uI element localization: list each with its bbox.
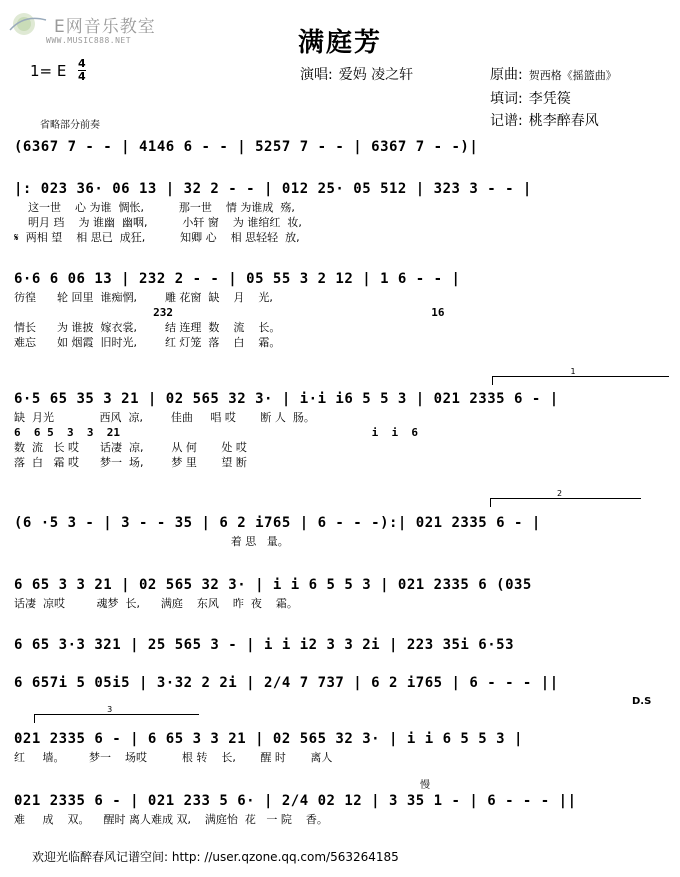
lyric-line: 明月 珰 为 谁幽 幽咽, 小轩 窗 为 谁绾红 妆, [14,216,302,229]
footer-text: 欢迎光临醉春风记谱空间: http: //user.qzone.qq.com/563264185 [32,850,399,864]
lyric-line: 红 墙。 梦一 场哎 根 转 长, 醒 时 离人 [14,751,333,764]
lyric-line: 难 成 双。 醒时 离人难成 双, 满庭怡 花 一 院 香。 [14,813,328,826]
volta-2: 2 [490,498,641,507]
notation-line: 6·5 65 35 3 21 | 02 565 32 3· | i·i i6 5 5 3 | 021 2335 6 - | [14,391,559,407]
lyric-line: 着 思 量。 [14,535,289,548]
score-system [14,268,666,350]
slow-mark: 慢 [420,780,430,791]
song-title: 满庭芳 [297,28,382,58]
lyric-line: 落 白 霜 哎 梦一 场, 梦 里 望 断 [14,456,247,469]
score-system [14,790,666,827]
volta-1: 1 [492,376,669,385]
notation-line: 021 2335 6 - | 6 65 3 3 21 | 02 565 32 3· | i i 6 5 5 3 | [14,731,523,747]
score-system [14,728,666,765]
notation-line: 6 657i 5 05i5 | 3·32 2 2i | 2/4 7 737 | 6 2 i765 | 6 - - - || [14,675,559,691]
score-system [14,136,666,158]
volta-3: 3 [34,714,199,723]
lyric-line: 𝄋 两相 望 相 思已 成狂, 知卿 心 相 思轻轻 放, [14,231,300,244]
lyric-line: 缺 月光 西风 凉, 佳曲 唱 哎 断 人 肠。 [14,411,315,424]
lyric-line: 数 流 长 哎 话凄 凉, 从 何 处 哎 [14,441,247,454]
transcriber-credit: 记谱: 桃李醉春风 [490,113,599,129]
notation-line: |: 023 36· 06 13 | 32 2 - - | 012 25· 05 512 | 323 3 - - | [14,181,532,197]
singer-credit: 演唱: 爱妈 凌之轩 [300,67,414,83]
ds-mark: D.S [632,696,652,707]
score-system [14,574,666,611]
watermark-url: WWW.MUSIC888.NET [46,36,132,45]
score-system [14,178,666,245]
score-system [14,672,666,694]
notation-line: 6·6 6 06 13 | 232 2 - - | 05 55 3 2 12 | 1 6 - - | [14,271,461,287]
original-credit: 原曲: 贺西格《摇篮曲》 [490,67,617,83]
lyric-line: 彷徨 轮 回里 谁痴惘, 雕 花窗 缺 月 光, [14,291,273,304]
score-system [14,634,666,656]
key-signature: 1= E [30,62,67,80]
lyric-line: 话凄 凉哎 魂梦 长, 满庭 东风 昨 夜 霜。 [14,597,298,610]
alt-notation-line: 6 6 5 3 3 21 i i 6 [14,426,418,439]
alt-notation-line: 232 16 [14,306,445,319]
notation-line: 6 65 3 3 21 | 02 565 32 3· | i i 6 5 5 3 | 021 2335 6 (035 [14,577,532,593]
watermark-brand: E网音乐教室 [54,16,156,37]
time-signature: 4 4 [78,57,86,83]
lyric-line: 这一世 心 为谁 惆怅, 那一世 情 为谁成 殇, [14,201,295,214]
lyricist-credit: 填词: 李凭篌 [490,91,571,107]
score-system [14,512,666,549]
notation-line: 021 2335 6 - | 021 233 5 6· | 2/4 02 12 | 3 35 1 - | 6 - - - || [14,793,577,809]
notation-line: (6367 7 - - | 4146 6 - - | 5257 7 - - | 6367 7 - -)| [14,139,479,155]
intro-note: 省略部分前奏 [40,120,100,131]
score-system [14,388,666,470]
notation-line: 6 65 3·3 321 | 25 565 3 - | i i i2 3 3 2i | 223 35i 6·53 [14,637,515,653]
notation-line: (6 ·5 3 - | 3 - - 35 | 6 2 i765 | 6 - - -):| 021 2335 6 - | [14,515,541,531]
lyric-line: 情长 为 谁披 嫁衣裳, 结 连理 数 流 长。 [14,321,281,334]
lyric-line: 难忘 如 烟霞 旧时光, 红 灯笼 落 白 霜。 [14,336,281,349]
